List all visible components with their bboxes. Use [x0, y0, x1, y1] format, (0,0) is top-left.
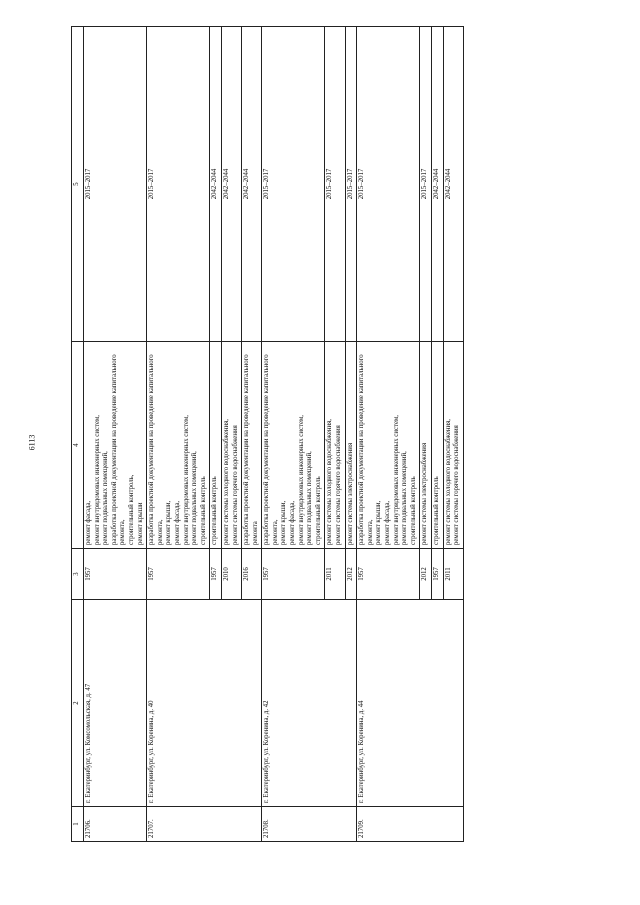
work-item: ремонт подвальных помещений,: [102, 451, 110, 545]
row-period: 2042–2044: [443, 27, 463, 342]
work-item: строительный контроль: [211, 476, 219, 545]
row-works: [325, 342, 345, 549]
header-col-1: 1: [72, 807, 84, 842]
row-works: [84, 342, 147, 549]
work-item: ремонт крыши,: [375, 500, 383, 545]
row-year: 2016: [242, 549, 262, 600]
row-year: 1957: [431, 549, 443, 600]
row-period: 2015–2017: [262, 27, 325, 342]
row-works: [221, 342, 241, 549]
header-col-4: 4: [72, 342, 84, 549]
row-address: г. Екатеринбург, ул. Коренина, д. 42: [262, 600, 357, 807]
row-number: 21709.: [357, 807, 464, 842]
work-item: разработка проектной документации на проведение капитального ремонта,: [148, 354, 164, 545]
row-period: 2042–2044: [242, 27, 262, 342]
row-period: 2042–2044: [210, 27, 222, 342]
table-row: [84, 27, 147, 842]
row-works: [242, 342, 262, 549]
work-item: строительный контроль: [314, 476, 322, 545]
row-works: [147, 342, 210, 549]
row-year: 1957: [357, 549, 420, 600]
header-col-5: 5: [72, 27, 84, 342]
table-body: [84, 27, 464, 842]
row-period: 2015–2017: [420, 27, 432, 342]
row-year: 2010: [221, 549, 241, 600]
work-item: ремонт системы горячего водоснабжения: [335, 425, 343, 545]
work-item: строительный контроль: [432, 476, 440, 545]
row-period: 2015–2017: [84, 27, 147, 342]
row-period: 2015–2017: [147, 27, 210, 342]
row-works: [345, 342, 357, 549]
work-item: строительный контроль,: [127, 474, 135, 545]
work-item: ремонт подвальных помещений,: [191, 451, 199, 545]
row-year: 2011: [443, 549, 463, 600]
work-item: ремонт системы холодного водоснабжения,: [444, 419, 452, 545]
work-item: разработка проектной документации на проведение капитального ремонта,: [358, 354, 374, 545]
work-item: ремонт фасада,: [289, 500, 297, 545]
row-period: 2042–2044: [431, 27, 443, 342]
row-year: 1957: [84, 549, 147, 600]
row-year: 1957: [210, 549, 222, 600]
row-works: [262, 342, 325, 549]
repair-schedule-table: [71, 26, 464, 842]
page-number: 6113: [27, 434, 37, 451]
work-item: строительный контроль: [409, 476, 417, 545]
work-item: ремонт системы электроснабжения: [421, 442, 429, 545]
row-year: 1957: [262, 549, 325, 600]
row-works: [357, 342, 420, 549]
work-item: ремонт подвальных помещений,: [401, 451, 409, 545]
row-works: [420, 342, 432, 549]
row-year: 2012: [345, 549, 357, 600]
work-item: ремонт внутридомовых инженерных систем,: [392, 415, 400, 545]
work-item: ремонт фасада,: [85, 500, 92, 545]
work-item: ремонт системы горячего водоснабжения: [453, 425, 461, 545]
header-row: [72, 27, 84, 842]
row-number: 21707.: [147, 807, 262, 842]
work-item: ремонт крыши,: [165, 500, 173, 545]
table-row: [357, 27, 420, 842]
row-period: 2042–2044: [221, 27, 241, 342]
row-number: 21706.: [84, 807, 147, 842]
row-year: 2011: [325, 549, 345, 600]
work-item: ремонт крыши,: [280, 500, 288, 545]
header-col-3: 3: [72, 549, 84, 600]
row-period: 2015–2017: [325, 27, 345, 342]
work-item: ремонт крыши: [136, 502, 144, 545]
work-item: ремонт системы холодного водоснабжения,: [222, 419, 230, 545]
row-address: г. Екатеринбург, ул. Коренина, д. 40: [147, 600, 262, 807]
row-works: [443, 342, 463, 549]
row-number: 21708.: [262, 807, 357, 842]
row-works: [431, 342, 443, 549]
work-item: разработка проектной документации на проведение капитального ремонта,: [110, 354, 127, 545]
work-item: разработка проектной документации на проведение капитального ремонта: [243, 354, 259, 545]
row-period: 2015–2017: [345, 27, 357, 342]
row-works: [210, 342, 222, 549]
work-item: ремонт фасада,: [173, 500, 181, 545]
table-row: [147, 27, 210, 842]
work-item: ремонт системы горячего водоснабжения: [231, 425, 239, 545]
work-item: ремонт системы электроснабжения: [346, 442, 354, 545]
work-item: ремонт фасада,: [384, 500, 391, 545]
work-item: строительный контроль: [199, 476, 207, 545]
row-address: г. Екатеринбург, ул. Комсомольская, д. 47: [84, 600, 147, 807]
work-item: ремонт внутридомовых инженерных систем,: [93, 415, 101, 545]
table-row: [262, 27, 325, 842]
row-address: г. Екатеринбург, ул. Коренина, д. 44: [357, 600, 464, 807]
header-col-2: 2: [72, 600, 84, 807]
work-item: ремонт внутридомовых инженерных систем,: [182, 415, 190, 545]
rotated-table-wrapper: [71, 62, 595, 842]
work-item: ремонт подвальных помещений,: [306, 451, 314, 545]
work-item: разработка проектной документации на проведение капитального ремонта,: [263, 354, 279, 545]
row-year: 2012: [420, 549, 432, 600]
work-item: ремонт внутридомовых инженерных систем,: [297, 415, 305, 545]
row-period: 2015–2017: [357, 27, 420, 342]
work-item: ремонт системы холодного водоснабжения,: [326, 419, 334, 545]
row-year: 1957: [147, 549, 210, 600]
